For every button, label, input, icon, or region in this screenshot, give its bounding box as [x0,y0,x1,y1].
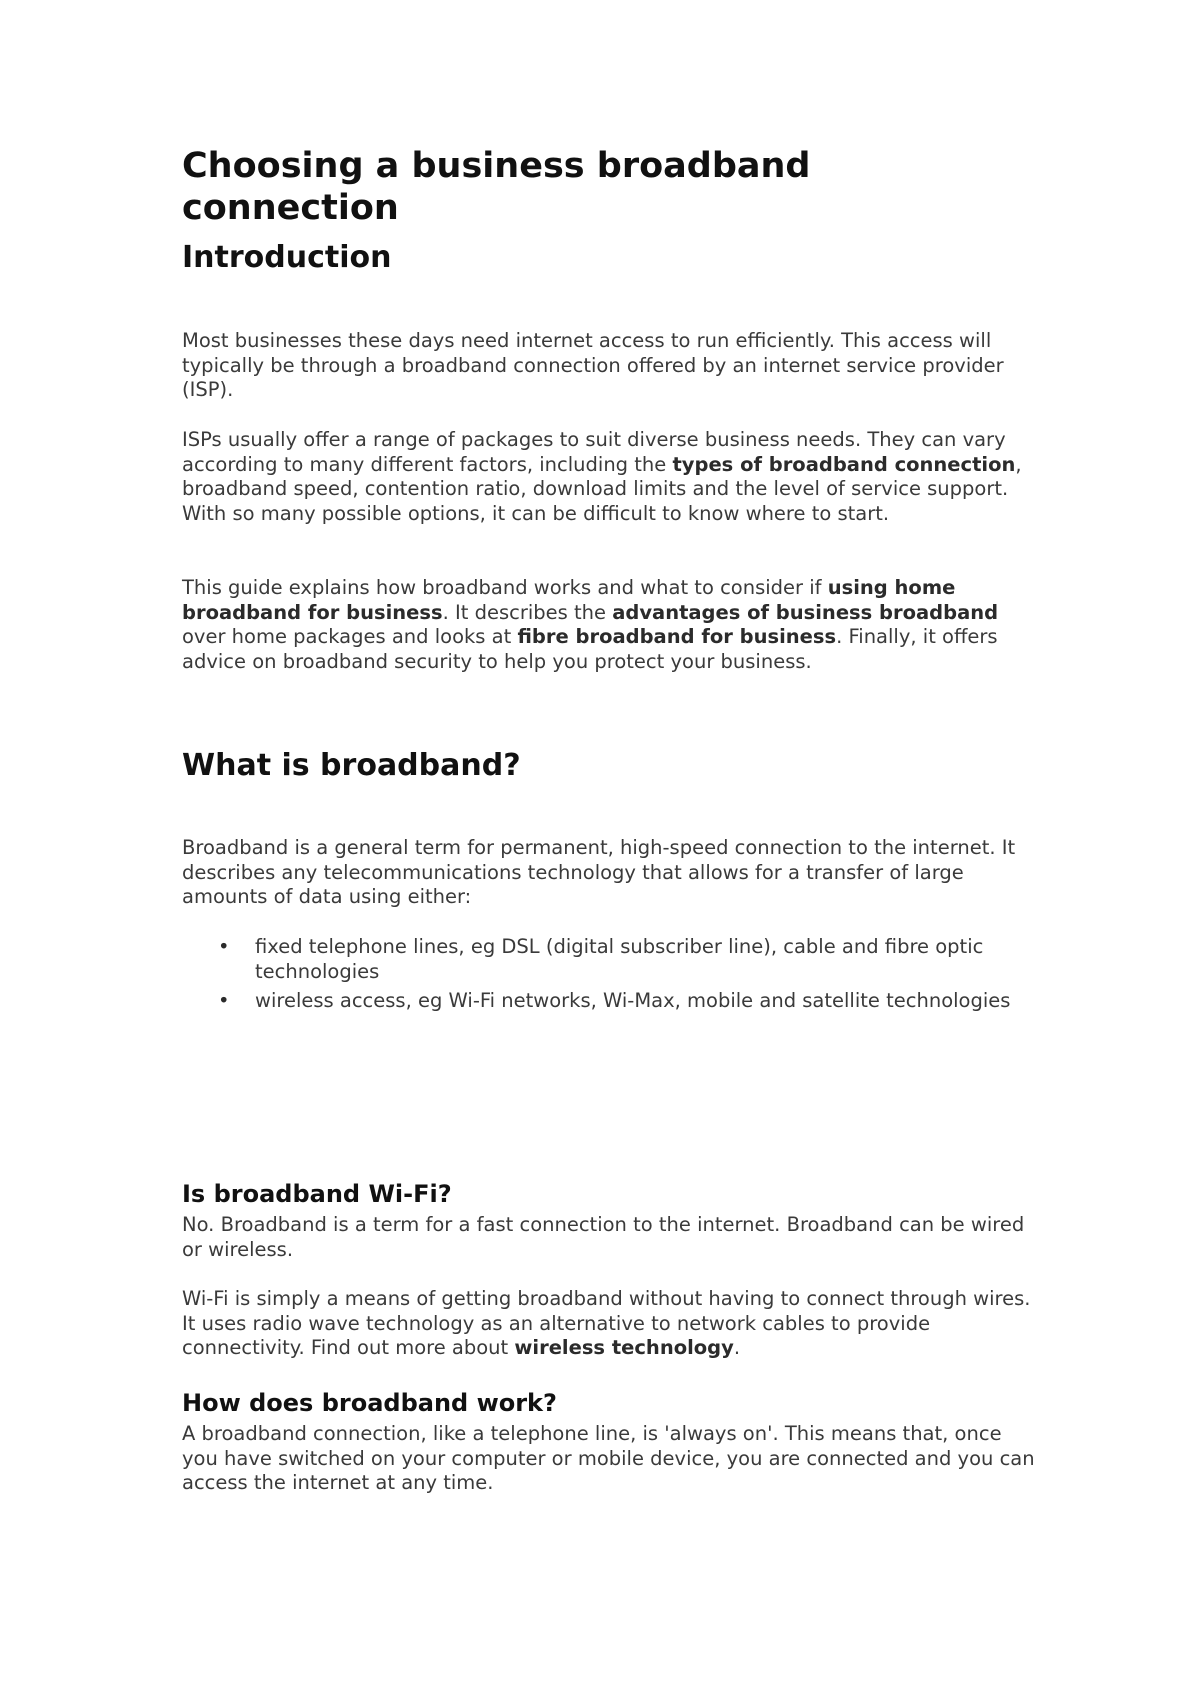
intro-paragraph-3-text-e: over home packages and looks at [182,625,518,649]
types-of-broadband-link[interactable]: types of broadband connection [672,452,1016,476]
wifi-paragraph-1: No. Broadband is a term for a fast connection to the internet. Broadband can be wired or wireless. [182,1213,1025,1261]
introduction-heading: Introduction [182,240,392,275]
list-item [182,989,1042,1014]
intro-paragraph-2 [182,428,1042,527]
wireless-technology-link[interactable]: wireless technology [514,1336,734,1360]
advantages-of-business-broadband-link[interactable]: advantages of business broadband [612,600,999,624]
wifi-paragraph-2 [182,1287,1042,1361]
intro-paragraph-3 [182,576,1042,675]
bullet-icon: • [218,989,230,1013]
list-item-text: wireless access, eg Wi-Fi networks, Wi-Max, mobile and satellite technologies [255,989,1011,1013]
intro-paragraph-3-text-a: This guide explains how broadband works and what to consider if [182,576,828,599]
what-is-broadband-heading: What is broadband? [182,748,521,783]
wifi-paragraph-2-text-a: Wi-Fi is simply a means of getting broadband without having to connect through wires. It uses radio wave technology as an alternative to network cables to provide connectivity. Find out more about [182,1287,1031,1360]
intro-paragraph-3-text-g: . Finally, it offers advice on broadband security to help you protect your business. [182,625,998,674]
intro-paragraph-2-text-c: , broadband speed, contention ratio, download limits and the level of service support. With so many possible options, it can be difficult to know where to start. [182,452,1022,526]
list-item-text: fixed telephone lines, eg DSL (digital subscriber line), cable and fibre optic technologies [255,935,984,983]
intro-paragraph-3-text-c: . It describes the [442,600,613,624]
list-item [182,935,1042,984]
broadband-types-list [182,935,1042,1019]
intro-paragraph-2-text-a: ISPs usually offer a range of packages to suit diverse business needs. They can vary according to many different factors, including the [182,428,1006,476]
fibre-broadband-for-business-link[interactable]: fibre broadband for business [517,625,837,649]
is-broadband-wifi-heading: Is broadband Wi-Fi? [182,1180,452,1208]
how-broadband-works-paragraph: A broadband connection, like a telephone line, is 'always on'. This means that, once you have switched on your computer or mobile device, you are connected and you can access the internet at any time. [182,1422,1035,1495]
bullet-icon: • [218,935,230,958]
intro-paragraph-1: Most businesses these days need internet access to run efficiently. This access will typically be through a broadband connection offered by an internet service provider (ISP). [182,329,1004,402]
wifi-paragraph-2-text-c: . [733,1336,741,1360]
home-broadband-for-business-link[interactable]: using home broadband for business [182,576,956,624]
page-title: Choosing a business broadband connection [182,146,811,228]
what-is-broadband-paragraph: Broadband is a general term for permanent, high-speed connection to the internet. It describes any telecommunications technology that allows for a transfer of large amounts of data using either: [182,836,1016,909]
how-does-broadband-work-heading: How does broadband work? [182,1389,557,1417]
